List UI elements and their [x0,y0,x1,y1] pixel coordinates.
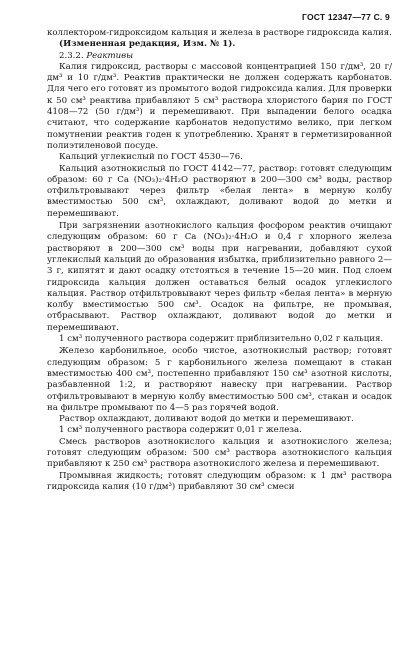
page-header: ГОСТ 12347—77 С. 9 [302,12,390,22]
paragraph-calcium-content: 1 см³ полученного раствора содержит приблизительно 0,02 г кальция. [59,334,384,345]
paragraph-purification: При загрязнении азотнокислого кальция фосфором реактив очищают следующим образом: 60 г Са (NO₃)₂·4Н₂О и 0,4 г хлорного железа растворяют в 200—300 см³ воды при нагревании, добавляют сухой углекислый кальций до образования избытка, приблизительно равного 2—3 г, кипятят и дают осадку отстояться в течение 15—20 мин. Под слоем гидроксида кальция должен оставаться белый осадок углекислого кальция. Раствор отфильтровывают через фильтр «белая лента» в мерную колбу вместимостью 500 см³. Осадок на фильтре, не промывая, отбрасывают. Раствор охлаждают, доливают водой до метки и перемешивают. [47,221,392,333]
paragraph-iron-content: 1 см³ полученного раствора содержит 0,01 г железа. [59,425,302,436]
paragraph-calcium-nitrate: Кальций азотнокислый по ГОСТ 4142—77, раствор: готовят следующим образом: 60 г Са (NO₃)₂·4Н₂О растворяют в 200—300 см³ воды, раствор отфильтровывают через фильтр «белая лента» в мерную колбу вместимостью 500 см³, охлаждают, доливают водой до метки и перемешивают. [47,163,392,219]
section-number: 2.3.2. [59,50,87,61]
amendment-note: (Измененная редакция, Изм. № 1). [59,39,236,50]
paragraph-mixture: Смесь растворов азотнокислого кальция и азотнокислого железа; готовят следующим образом: 500 см³ раствора азотнокислого кальция прибавляют к 250 см³ раствора азотнокислого железа и перемешивают. [47,436,392,470]
paragraph-calcium-carbonate: Кальций углекислый по ГОСТ 4530—76. [59,152,243,163]
document-body [47,28,392,493]
paragraph-potassium-hydroxide: Калия гидроксид, растворы с массовой концентрацией 150 г/дм³, 20 г/дм³ и 10 г/дм³. Реактив практически не должен содержать карбонатов. Для чего его готовят из промытого водой гидроксида калия. Для проверки к 50 см³ реактива прибавляют 5 см³ раствора хлористого бария по ГОСТ 4108—72 (50 г/дм³) и перемешивают. При выпадении белого осадка считают, что содержание карбонатов недопустимо велико, при легком помутнении реактив годен к употреблению. Хранят в герметизированной полиэтиленовой посуде. [47,61,392,151]
section-title: Реактивы [86,50,134,61]
paragraph-carbonyl-iron: Железо карбонильное, особо чистое, азотнокислый раствор; готовят следующим образом: 5 г карбонильного железа помещают в стакан вместимостью 400 см³, постепенно прибавляют 150 см³ азотной кислоты, разбавленной 1:2, и растворяют навеску при нагревании. Раствор отфильтровывают в мерную колбу вместимостью 500 см³, стакан и осадок на фильтре промывают по 4—5 раз горячей водой. [47,346,392,413]
section-heading [47,51,392,62]
paragraph-cooling: Раствор охлаждают, доливают водой до метки и перемешивают. [59,414,354,425]
paragraph-wash-liquid: Промывная жидкость; готовят следующим образом: к 1 дм³ раствора гидроксида калия (10 г/дм³) прибавляют 30 см³ смеси [47,470,392,492]
paragraph-continuation: коллектором-гидроксидом кальция и железа в растворе гидроксида калия. [47,28,392,38]
